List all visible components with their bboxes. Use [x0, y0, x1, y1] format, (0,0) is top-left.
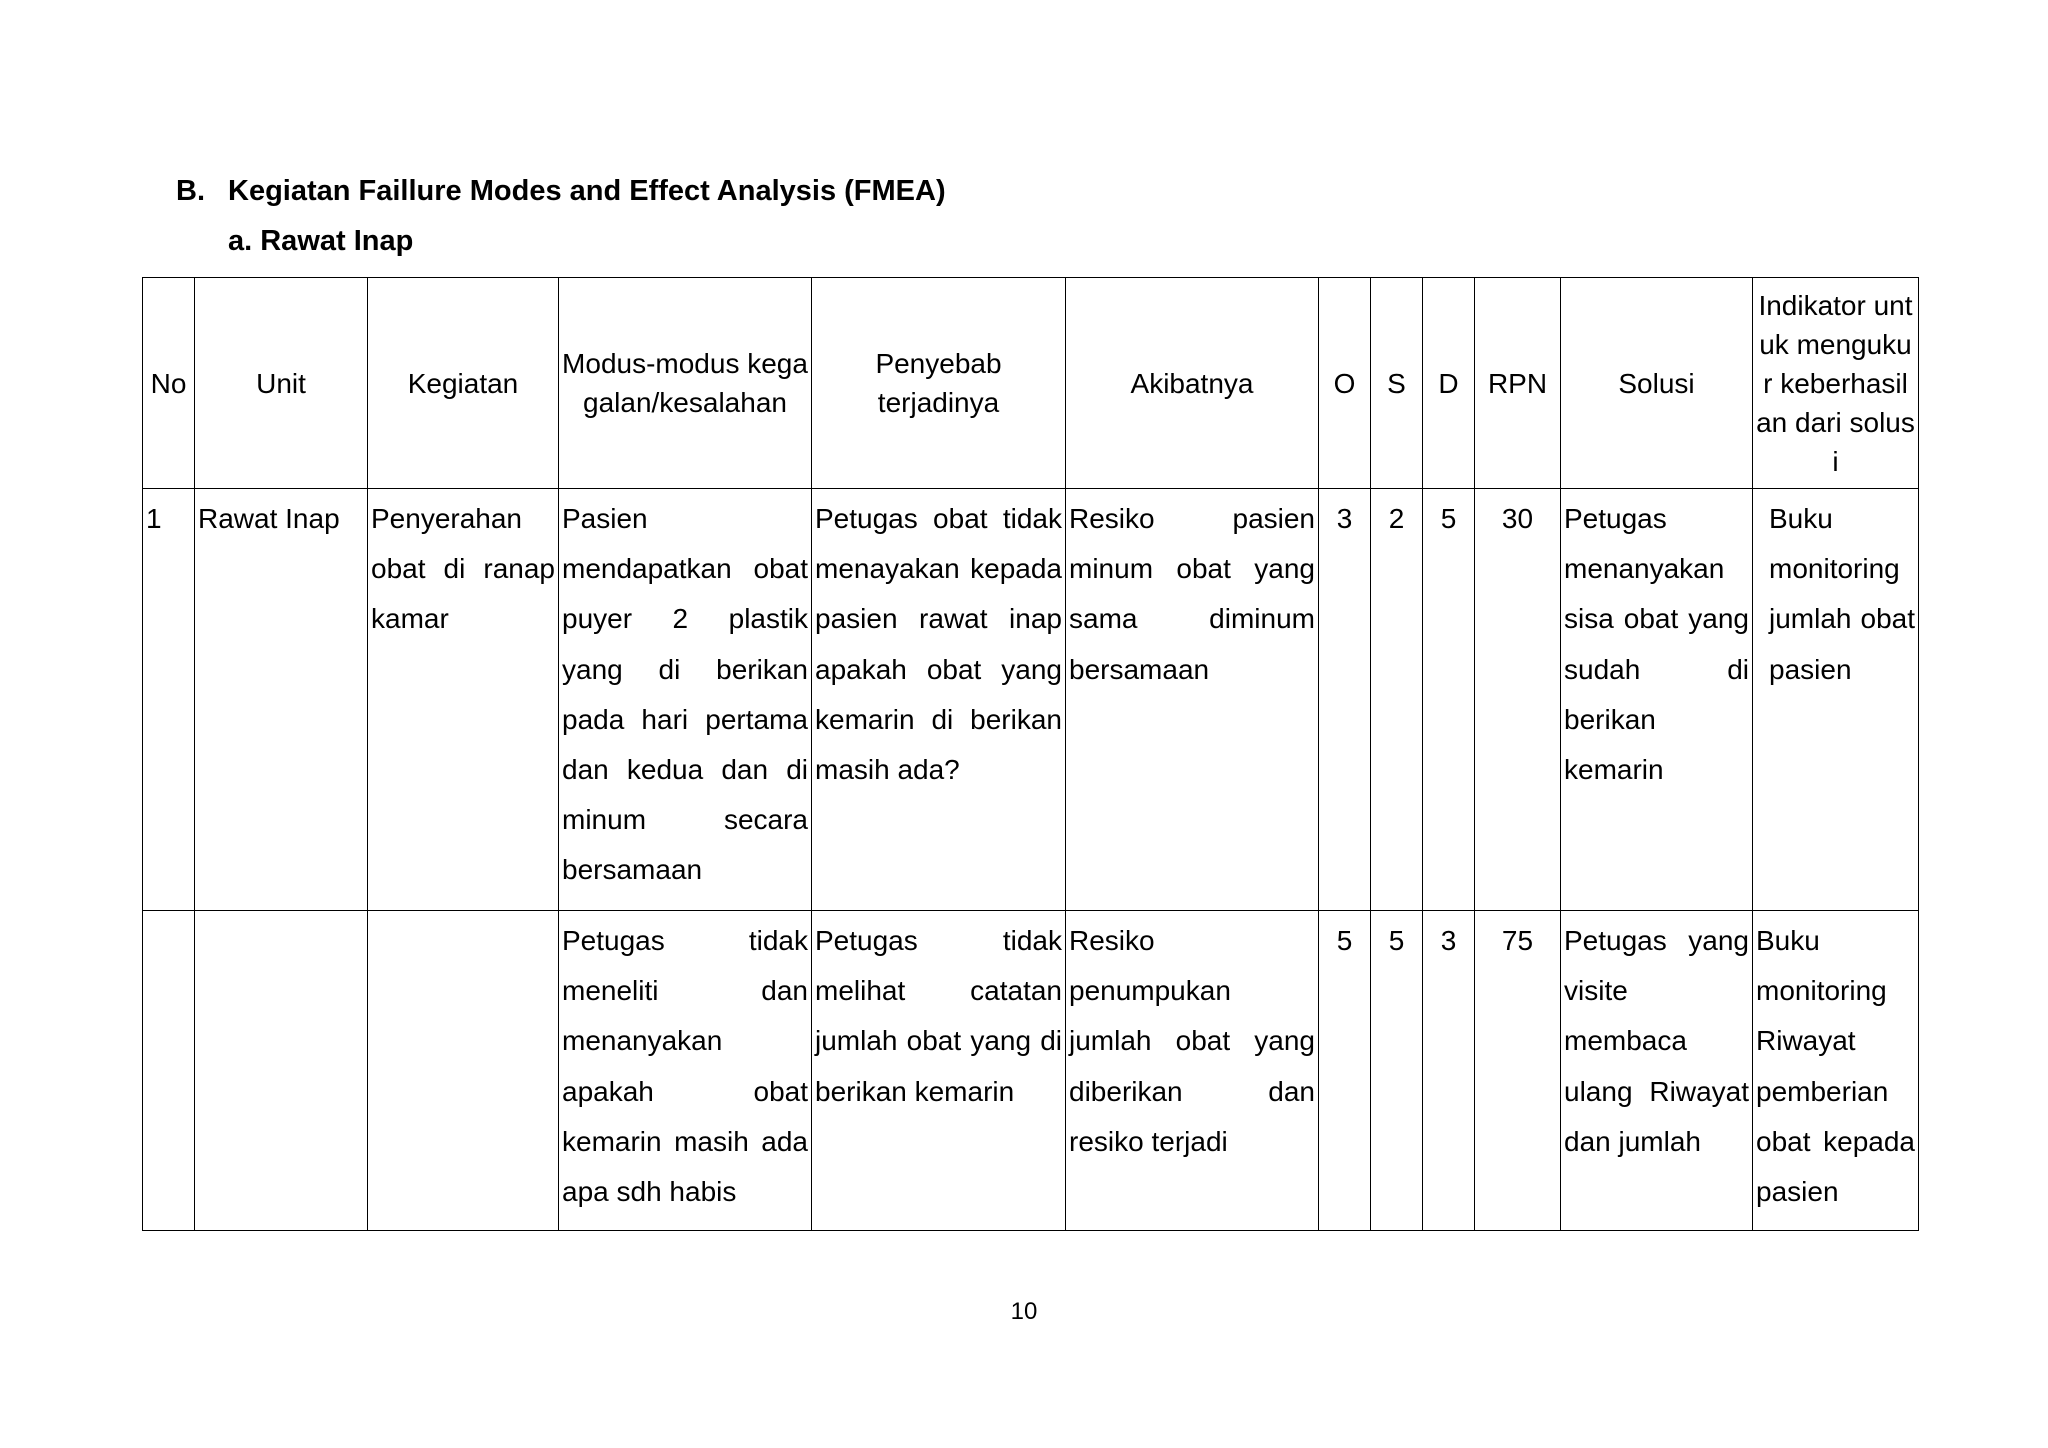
page-number: 10 — [1010, 1298, 1038, 1325]
section-letter: B. — [176, 175, 205, 207]
section-heading — [176, 175, 946, 208]
cell-solusi: Petugas yang visite membaca ulang Riwayat dan jumlah — [1561, 911, 1753, 1231]
header-rpn: RPN — [1475, 278, 1561, 489]
cell-kegiatan — [368, 911, 559, 1231]
header-o: O — [1319, 278, 1371, 489]
cell-no — [143, 911, 195, 1231]
header-no: No — [143, 278, 195, 489]
cell-penyebab: Petugas tidak melihat catatan jumlah obat yang di berikan kemarin — [812, 911, 1066, 1231]
cell-rpn: 30 — [1475, 489, 1561, 911]
cell-no: 1 — [143, 489, 195, 911]
cell-indikator: Buku monitoring jumlah obat pasien — [1753, 489, 1919, 911]
cell-penyebab: Petugas obat tidak menayakan kepada pasien rawat inap apakah obat yang kemarin di berikan masih ada? — [812, 489, 1066, 911]
table-row — [143, 489, 1919, 911]
cell-o: 5 — [1319, 911, 1371, 1231]
cell-akibat: Resiko pasien minum obat yang sama diminum bersamaan — [1066, 489, 1319, 911]
table-row — [143, 911, 1919, 1231]
cell-indikator: Buku monitoring Riwayat pemberian obat kepada pasien — [1753, 911, 1919, 1231]
cell-d: 5 — [1423, 489, 1475, 911]
subsection-heading: a. Rawat Inap — [228, 225, 414, 257]
header-modus: Modus-modus kegagalan/kesalahan — [559, 278, 812, 489]
cell-s: 2 — [1371, 489, 1423, 911]
header-solusi: Solusi — [1561, 278, 1753, 489]
cell-rpn: 75 — [1475, 911, 1561, 1231]
header-unit: Unit — [195, 278, 368, 489]
table-header-row — [143, 278, 1919, 489]
cell-unit: Rawat Inap — [195, 489, 368, 911]
cell-modus: Pasien mendapatkan obat puyer 2 plastik yang di berikan pada hari pertama dan kedua dan di minum secara bersamaan — [559, 489, 812, 911]
header-kegiatan: Kegiatan — [368, 278, 559, 489]
cell-kegiatan: Penyerahan obat di ranap kamar — [368, 489, 559, 911]
cell-s: 5 — [1371, 911, 1423, 1231]
header-indikator: Indikator untuk mengukur keberhasilan dari solusi — [1753, 278, 1919, 489]
cell-d: 3 — [1423, 911, 1475, 1231]
cell-akibat: Resiko penumpukan jumlah obat yang diberikan dan resiko terjadi — [1066, 911, 1319, 1231]
cell-solusi: Petugas menanyakan sisa obat yang sudah di berikan kemarin — [1561, 489, 1753, 911]
header-penyebab: Penyebab terjadinya — [812, 278, 1066, 489]
section-title: Kegiatan Faillure Modes and Effect Analysis (FMEA) — [228, 175, 946, 207]
header-d: D — [1423, 278, 1475, 489]
header-s: S — [1371, 278, 1423, 489]
cell-unit — [195, 911, 368, 1231]
cell-modus: Petugas tidak meneliti dan menanyakan apakah obat kemarin masih ada apa sdh habis — [559, 911, 812, 1231]
header-akibat: Akibatnya — [1066, 278, 1319, 489]
cell-o: 3 — [1319, 489, 1371, 911]
fmea-table — [142, 277, 1919, 1231]
